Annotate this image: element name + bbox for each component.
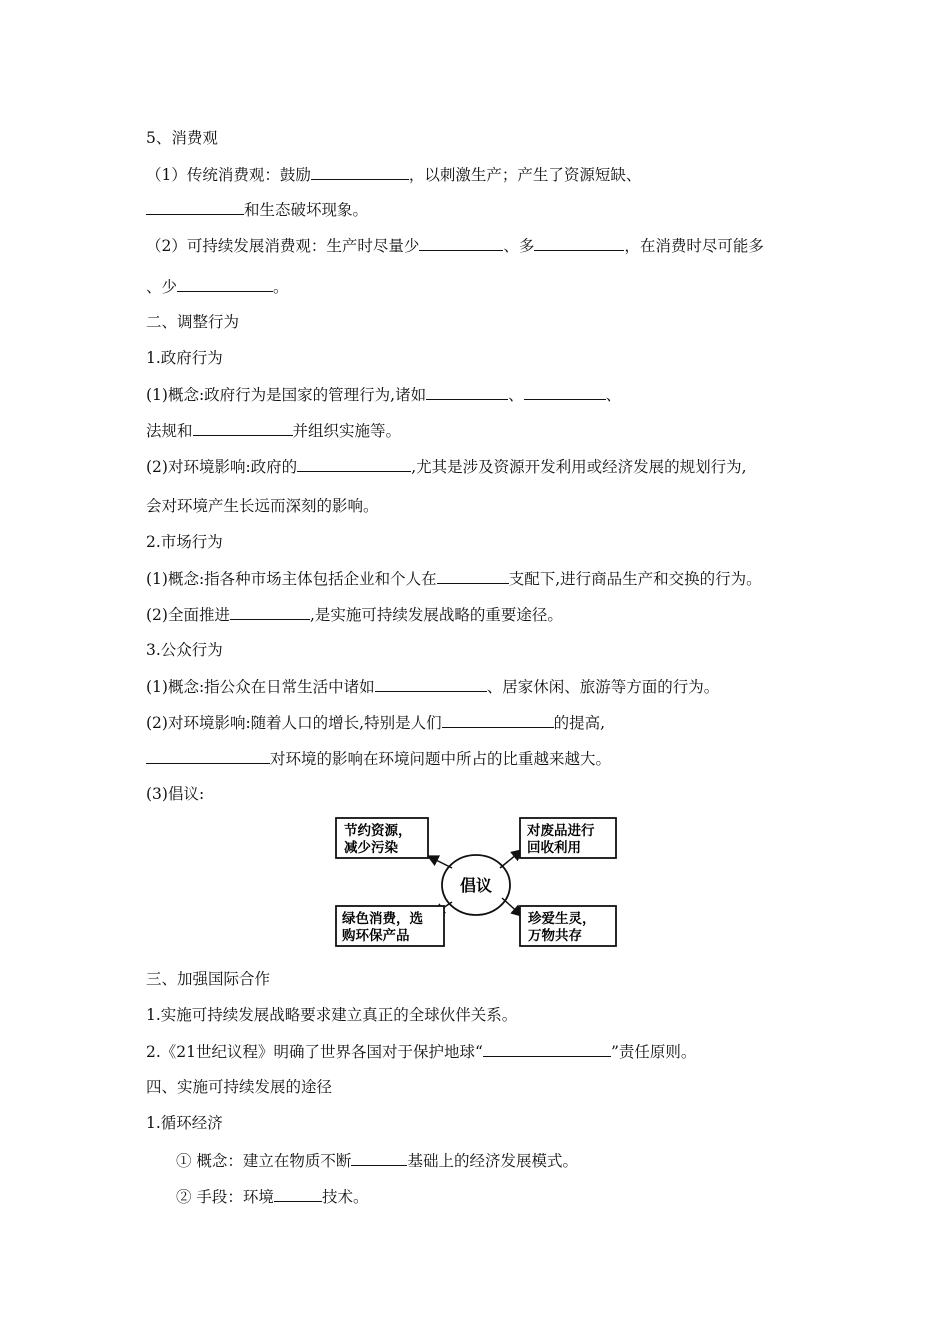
public-concept-line [146,676,719,697]
box-text: 回收利用 [527,840,581,856]
public-impact-line-2 [146,748,611,769]
box-text: 万物共存 [528,928,582,944]
box-text: 对废品进行 [527,823,595,839]
section-4-title: 四、实施可持续发展的途径 [146,1078,333,1096]
text: (2)对环境影响:随着人口的增长,特别是人们 [146,714,442,732]
box-text: 绿色消费，选 [342,911,423,927]
text: 2.《21世纪议程》明确了世界各国对于保护地球“ [146,1043,483,1061]
sustainable-consumption-line [146,235,764,256]
fill-blank[interactable] [297,456,411,472]
fill-blank[interactable] [351,1150,407,1166]
text: (2)全面推进 [146,606,230,624]
section-2-title: 二、调整行为 [146,313,240,331]
text: ”责任原则。 [610,1043,697,1061]
text: 、多 [503,237,535,255]
fill-blank[interactable] [274,1186,322,1202]
text: (2)对环境影响:政府的 [146,458,298,476]
text: 、 [605,386,622,404]
fill-blank[interactable] [437,568,509,584]
fill-blank[interactable] [534,235,624,251]
gov-impact-line [146,456,747,477]
text: ，在消费时尽可能多 [624,237,764,255]
fill-blank[interactable] [375,676,487,692]
fill-blank[interactable] [426,384,508,400]
text: ，以刺激生产；产生了资源短缺、 [408,166,642,184]
market-promote-line [146,604,563,625]
text: 法规和 [146,422,193,440]
gov-impact-line-2: 会对环境产生长远而深刻的影响。 [146,497,379,515]
sustainable-consumption-line-2 [146,276,289,297]
center-circle [442,855,510,915]
gov-title: 1.政府行为 [146,349,223,367]
agenda21-line [146,1041,696,1062]
text: 、居家休闲、旅游等方面的行为。 [486,678,720,696]
text: 、 [508,386,524,404]
text: (1)概念:指各种市场主体包括企业和个人在 [146,570,437,588]
text: 。 [273,278,289,296]
center-label: 倡议 [459,876,493,895]
arrow-top-left [428,856,452,868]
public-impact-line [146,712,605,733]
section-3-title: 三、加强国际合作 [146,970,271,988]
fill-blank[interactable] [311,164,409,180]
traditional-consumption-line-2 [146,199,368,220]
text: 基础上的经济发展模式。 [407,1152,578,1170]
box-text: 购环保产品 [342,928,410,944]
text: 的提高, [553,714,606,732]
box-bottom-left [336,906,444,946]
text: （1）传统消费观：鼓励 [146,166,311,184]
text: 、少 [146,278,178,296]
box-text: 节约资源， [344,823,412,839]
fill-blank[interactable] [146,199,244,215]
gov-concept-line [146,384,621,405]
partnership-line: 1.实施可持续发展战略要求建立真正的全球伙伴关系。 [146,1006,518,1024]
text: 并组织实施等。 [292,422,402,440]
gov-concept-line-2 [146,420,401,441]
public-title: 3.公众行为 [146,641,223,659]
fill-blank[interactable] [177,276,273,292]
text: ,尤其是涉及资源开发利用或经济发展的规划行为, [411,458,747,476]
arrow-bottom-right [502,898,522,916]
fill-blank[interactable] [442,712,554,728]
fill-blank[interactable] [524,384,606,400]
text: ① 概念：建立在物质不断 [176,1152,352,1170]
text: ② 手段：环境 [176,1188,274,1206]
text: 技术。 [321,1188,369,1206]
box-text: 珍爱生灵， [528,911,596,927]
fill-blank[interactable] [193,420,293,436]
fill-blank[interactable] [230,604,310,620]
box-top-right [520,818,616,858]
text: 对环境的影响在环境问题中所占的比重越来越大。 [270,750,612,768]
market-title: 2.市场行为 [146,533,223,551]
market-concept-line [146,568,762,589]
box-text: 减少污染 [344,840,398,856]
fill-blank[interactable] [146,748,270,764]
section-5-title: 5、消费观 [146,129,218,147]
proposal-label: (3)倡议: [146,785,205,803]
fill-blank[interactable] [419,235,503,251]
circular-concept-line [176,1150,578,1171]
text: ,是实施可持续发展战略的重要途径。 [309,606,563,624]
circular-means-line [176,1186,368,1207]
box-top-left [336,818,428,858]
text: (1)概念:指公众在日常生活中诸如 [146,678,375,696]
box-bottom-right [520,906,616,946]
arrow-top-right [500,850,522,868]
text: (1)概念:政府行为是国家的管理行为,诸如 [146,386,427,404]
proposal-diagram [330,812,622,952]
text: （2）可持续发展消费观：生产时尽量少 [146,237,420,255]
text: 支配下,进行商品生产和交换的行为。 [508,570,762,588]
fill-blank[interactable] [483,1041,611,1057]
text: 和生态破坏现象。 [244,201,369,219]
circular-economy-title: 1.循环经济 [146,1114,223,1132]
traditional-consumption-line [146,164,641,185]
